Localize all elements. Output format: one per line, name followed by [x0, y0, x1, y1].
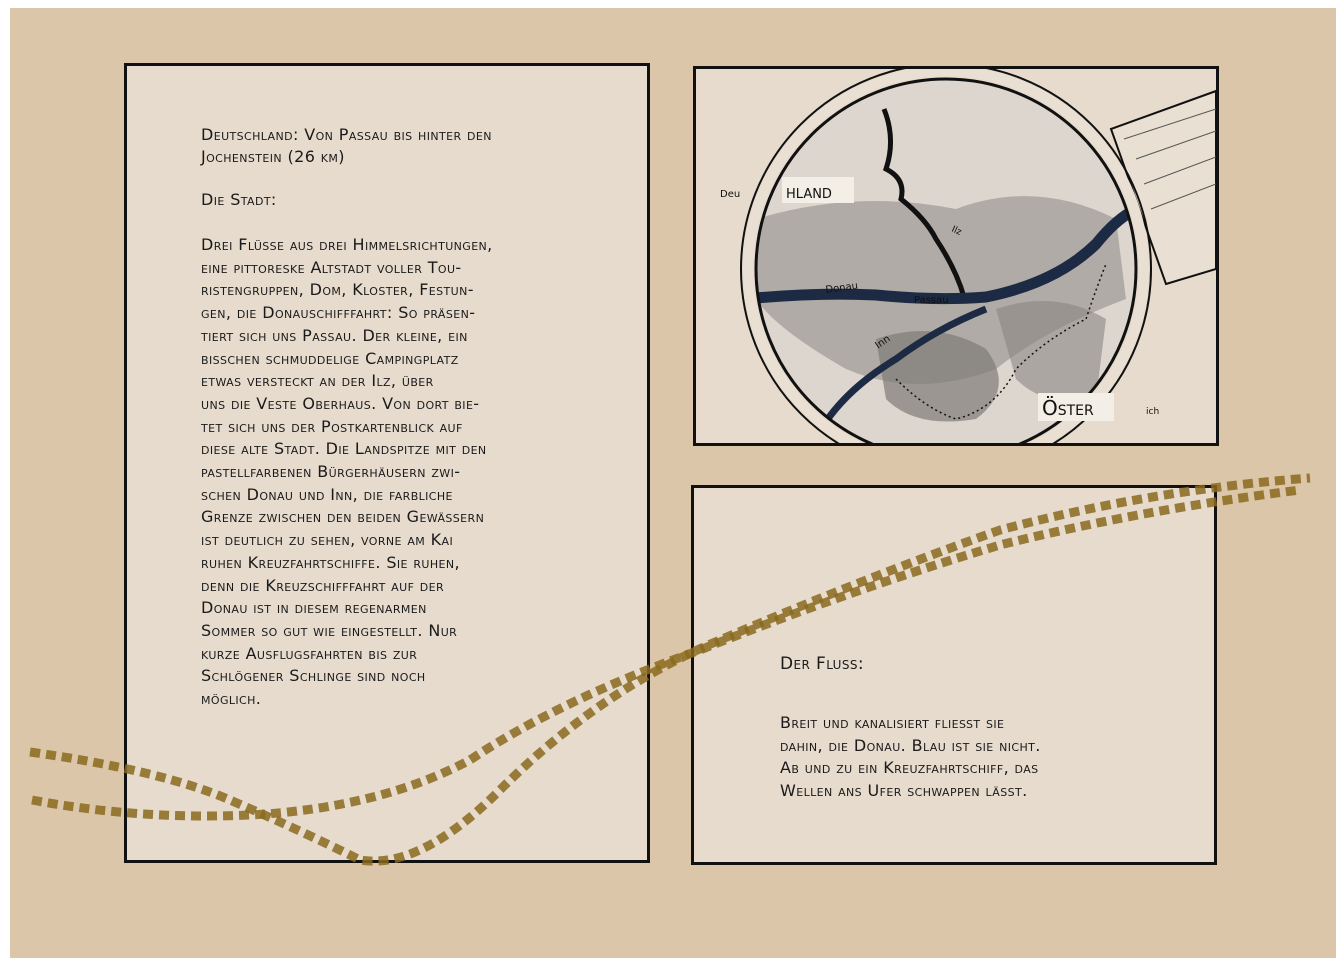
panel-title: Deutschland: Von Passau bis hinter den Jochenstein (26 km)	[201, 125, 492, 166]
heading-fluss: Der Fluss:	[780, 654, 865, 674]
panel-map	[693, 66, 1219, 446]
label-inn: Inn	[873, 333, 893, 352]
label-de-left: Deu	[720, 189, 741, 200]
map-illustration	[696, 69, 1216, 443]
panel-stadt	[124, 63, 650, 863]
label-at-right: ich	[1146, 407, 1160, 417]
label-ilz: Ilz	[949, 224, 963, 238]
label-passau: Passau	[914, 295, 949, 306]
label-de-right: hland	[786, 182, 832, 203]
heading-stadt: Die Stadt:	[201, 190, 277, 209]
panel-fluss	[691, 485, 1217, 865]
label-at-left: Öster	[1042, 396, 1094, 420]
text-fluss: Breit und kanalisiert fließt sie dahin, die Donau. Blau ist sie nicht. Ab und zu ein Kreuzfahrtschiff, das Wellen ans Ufer schwappen lässt.	[780, 713, 1041, 800]
label-donau: Donau	[824, 280, 859, 296]
text-stadt: Drei Flüsse aus drei Himmelsrichtungen, eine pittoreske Altstadt voller Tou- ristengruppen, Dom, Kloster, Festun- gen, die Donauschifffahrt: So präsen- tiert sich uns Passau. Der kleine, ein bisschen schmuddelige Campingplatz etwas versteckt an der Ilz, über uns die Veste Oberhaus. Von dort bie- tet sich uns der Postkartenblick auf diese alte Stadt. Die Landspitze mit den pastellfarbenen Bürgerhäusern zwi- schen Donau und Inn, die farbliche Grenze zwischen den beiden Gewässern ist deutlich zu sehen, vorne am Kai ruhen Kreuzfahrtschiffe. Sie ruhen, denn die Kreuzschifffahrt auf der Donau ist in diesem regenarmen Sommer so gut wie eingestellt. Nur kurze Ausflugsfahrten bis zur Schlögener Schlinge sind noch möglich.	[201, 235, 493, 709]
paper-sheet	[10, 8, 1336, 958]
